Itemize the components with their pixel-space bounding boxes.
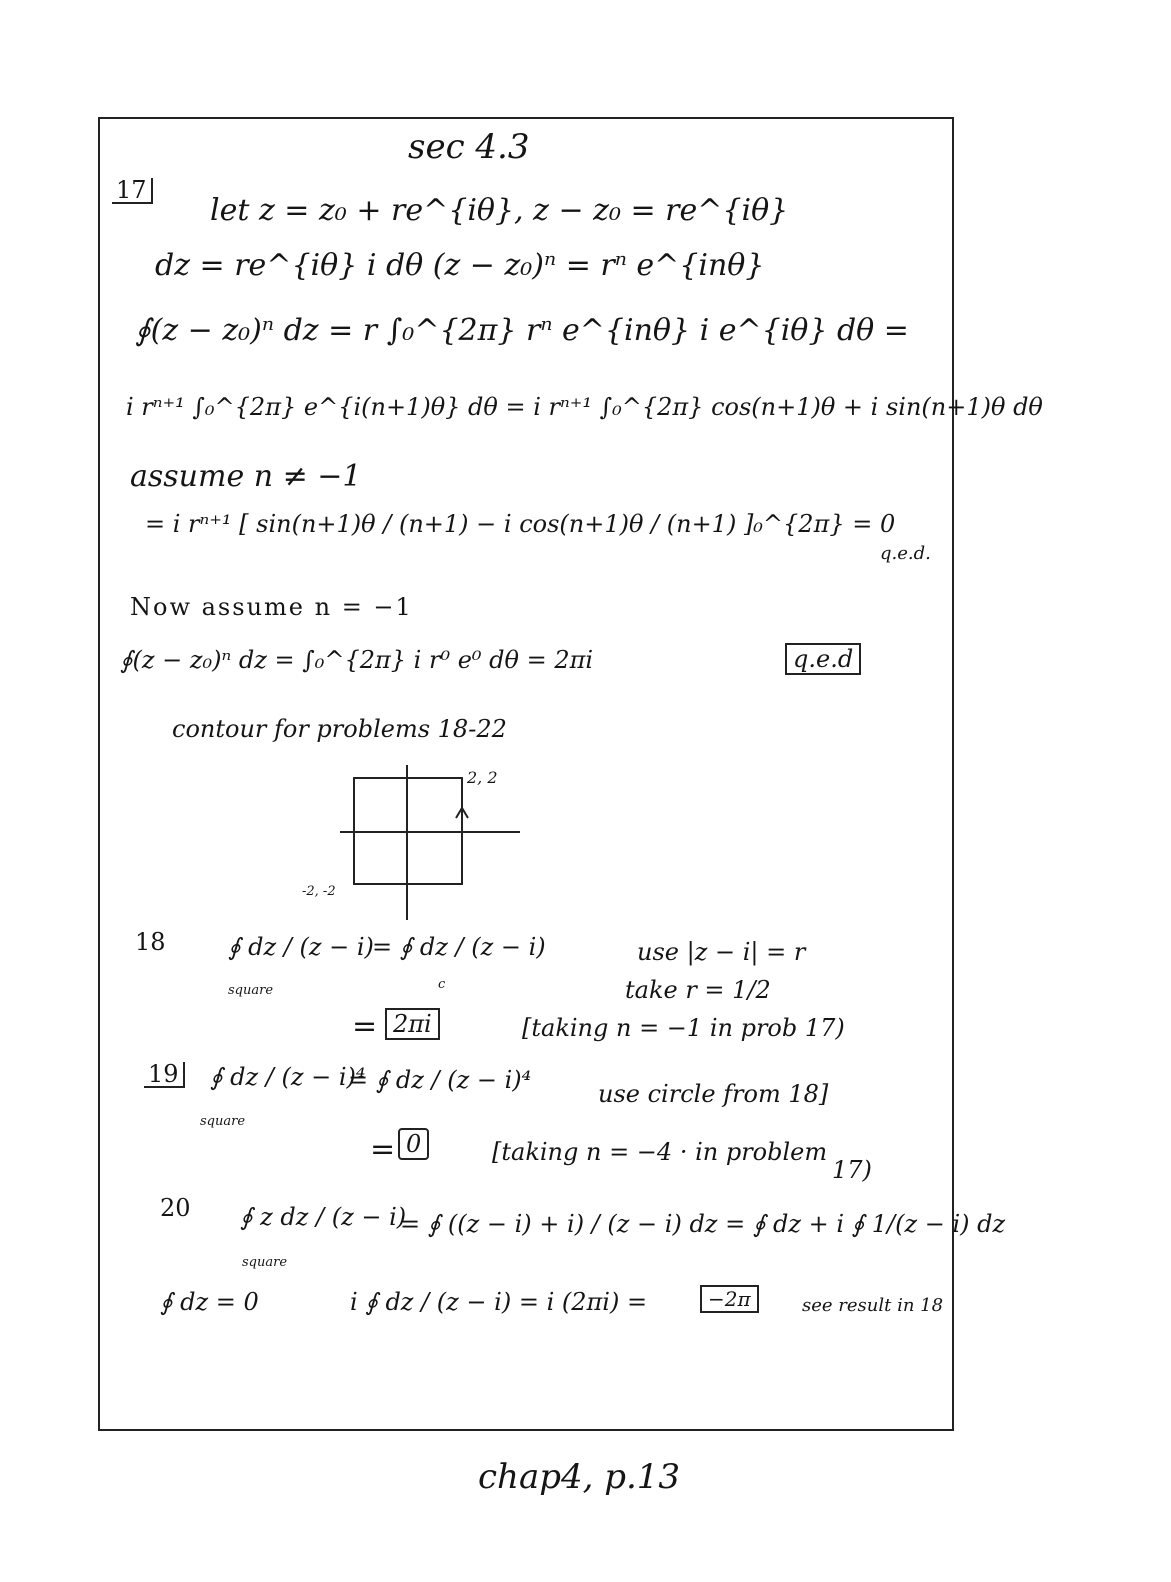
problem-19-result: 0 [398,1128,429,1160]
problem-19-comment: [taking n = −4 · in problem [492,1138,828,1166]
problem-18-number: 18 [135,928,166,956]
qed-1: q.e.d. [880,543,931,564]
problem-20-line-2b: i ∮ dz / (z − i) = i (2πi) = [350,1288,648,1316]
problem-18-equals: = [352,1009,378,1044]
contour-figure [300,760,540,920]
problem-19-lhs-subscript: square [200,1114,246,1129]
problem-17-line-5: assume n ≠ −1 [130,459,362,494]
page-footer: chap4, p.13 [478,1457,681,1497]
problem-17-line-6: = i rⁿ⁺¹ [ sin(n+1)θ / (n+1) − i cos(n+1)θ / (n+1) ]₀^{2π} = 0 [145,510,896,538]
problem-18-result: 2πi [385,1008,440,1040]
problem-20-lhs-subscript: square [242,1255,288,1270]
problem-19-lhs: ∮ dz / (z − i)⁴ [210,1063,366,1091]
problem-20-rhs: = ∮ ((z − i) + i) / (z − i) dz = ∮ dz + i ∮ 1/(z − i) dz [400,1210,1006,1238]
problem-17-line-2: dz = re^{iθ} i dθ (z − z₀)ⁿ = rⁿ e^{inθ} [155,248,765,283]
problem-17-line-7: Now assume n = −1 [130,593,413,621]
problem-17-line-1: let z = z₀ + re^{iθ}, z − z₀ = re^{iθ} [210,193,789,228]
contour-corner-bottom: -2, -2 [302,884,336,899]
problem-17-number: 17 [112,178,153,204]
problem-18-rhs-subscript: c [438,977,446,992]
problem-17-line-3: ∮(z − z₀)ⁿ dz = r ∫₀^{2π} rⁿ e^{inθ} i e^{iθ} dθ = [135,313,909,348]
problem-20-result: −2π [700,1285,759,1313]
problem-19-equals: = [370,1132,396,1167]
problem-18-comment: [taking n = −1 in prob 17) [522,1014,845,1042]
qed-2: q.e.d [785,643,861,675]
problem-20-comment: see result in 18 [802,1295,944,1316]
problem-19-note: use circle from 18] [598,1080,829,1108]
problem-18-lhs-subscript: square [228,983,274,998]
problem-20-line-2a: ∮ dz = 0 [160,1288,259,1316]
contour-corner-top: 2, 2 [467,768,498,787]
section-heading: sec 4.3 [408,127,530,167]
problem-19-rhs: = ∮ dz / (z − i)⁴ [348,1066,532,1094]
problem-19-comment-2: 17) [832,1156,872,1184]
problem-20-number: 20 [160,1194,191,1222]
contour-caption: contour for problems 18-22 [172,715,507,743]
problem-19-number: 19 [144,1062,185,1088]
problem-17-line-4: i rⁿ⁺¹ ∫₀^{2π} e^{i(n+1)θ} dθ = i rⁿ⁺¹ ∫₀^{2π} cos(n+1)θ + i sin(n+1)θ dθ [126,393,1043,421]
problem-18-lhs: ∮ dz / (z − i) [228,933,374,961]
problem-18-note-2: take r = 1/2 [625,976,771,1004]
problem-18-rhs: = ∮ dz / (z − i) [372,933,546,961]
problem-17-line-8: ∮(z − z₀)ⁿ dz = ∫₀^{2π} i r⁰ e⁰ dθ = 2πi [120,646,594,674]
problem-20-lhs: ∮ z dz / (z − i) [240,1203,407,1231]
problem-18-note-1: use |z − i| = r [637,938,806,966]
